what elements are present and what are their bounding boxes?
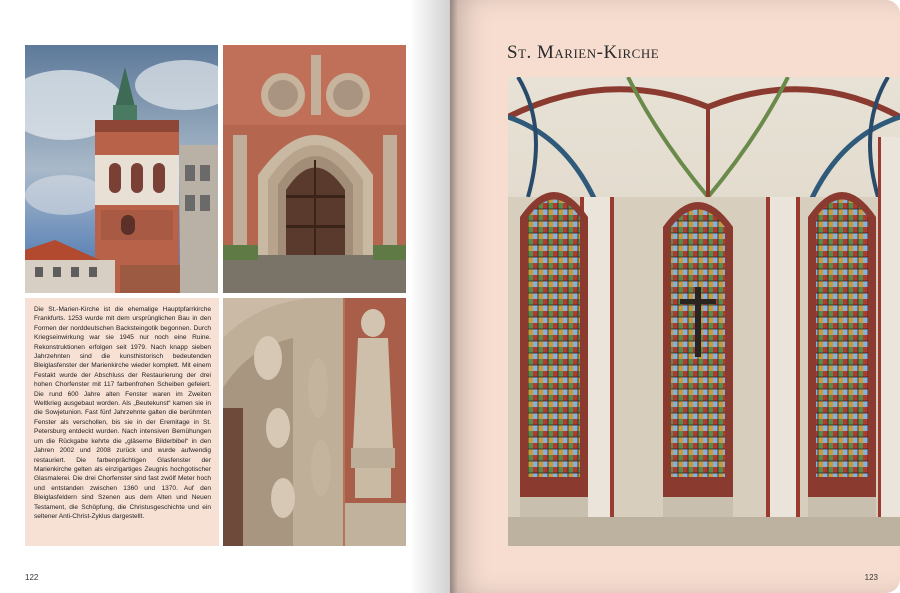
text-panel — [25, 298, 219, 546]
photo-church-portal — [223, 45, 406, 293]
page-title: St. Marien-Kirche — [507, 42, 660, 63]
photo-church-interior — [508, 77, 900, 546]
page-number-left: 122 — [25, 573, 39, 582]
page-number-right: 123 — [864, 573, 878, 582]
body-text: Die St.-Marien-Kirche ist die ehemalige Hauptpfarrkirche Frankfurts. 1253 wurde mit dem ursprünglichen Bau in den Formen der norddeutschen Backsteingotik begonnen. Durch Kriegseinwirkung war sie 1945 nur noch eine Ruine. Rekonstruktionen erfolgen seit 1979. Nach knapp sieben Jahrzehnten sind die kunsthistorisch bedeutenden Bleiglasfenster der Marienkirche wieder komplett. Mit einem Festakt wurde der Abschluss der Restaurierung der drei hohen Chorfenster mit 117 farbenfrohen Scheiben gefeiert. Die rund 600 Jahre alten Fenster waren im Zweiten Weltkrieg ausgebaut worden. Als „Beutekunst“ kamen sie in die Sowjetunion. Fast fünf Jahrzehnte galten die berühmten Fenster als verschollen, bis sie in der Eremitage in St. Petersburg entdeckt wurden. Nach intensiven Bemühungen um die Rückgabe kehrte die „gläserne Bilderbibel“ in den Jahren 2002 und 2008 zurück und wurde aufwendig restauriert. Die farbenprächtigen Glasfenster der Marienkirche gelten als einzigartiges Zeugnis hochgotischer Glasmalerei. Die drei Chorfenster sind fast zwölf Meter hoch und entstanden zwischen 1360 und 1370. Auf den Bleiglasfeldern sind Szenen aus dem Alten und Neuen Testament, die Schöpfung, die Christusgeschichte und ein seltener Anti-Christ-Zyklus dargestellt. — [34, 306, 211, 520]
photo-church-tower — [25, 45, 218, 293]
photo-portal-sculpture — [223, 298, 406, 546]
